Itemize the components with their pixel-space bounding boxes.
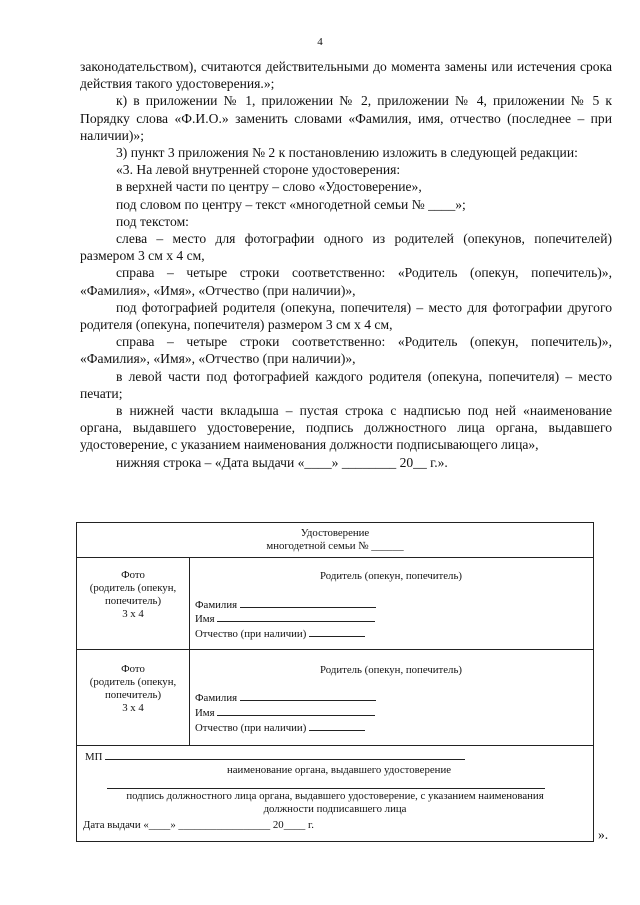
paragraph: слева – место для фотографии одного из родителей (опекунов, попечителей) размером 3 см х 4 см, [80,231,612,264]
form-title [77,527,593,553]
surname-label: Фамилия [195,599,238,611]
divider [77,649,593,650]
org-caption: наименование органа, выдавшего удостоверение [226,764,452,776]
parent-heading-2: Родитель (опекун, попечитель) [320,664,462,676]
paragraph: под текстом: [116,213,189,229]
photo-label-line: попечитель) [104,689,162,701]
certificate-form [76,522,594,842]
patronymic-line [309,720,365,731]
photo-label-line: (родитель (опекун, [89,582,177,594]
stamp-label: МП [85,751,103,763]
paragraph: нижняя строка – «Дата выдачи «____» ________ 20__ г.». [116,454,448,470]
photo-slot-1 [77,569,189,621]
surname-line [240,690,376,701]
paragraph: 3) пункт 3 приложения № 2 к постановлению изложить в следующей редакции: [116,145,578,161]
paragraph: «3. На левой внутренней стороне удостоверения: [116,162,401,178]
patronymic-label: Отчество (при наличии) [195,628,307,640]
paragraph: справа – четыре строки соответственно: «Родитель (опекун, попечитель)», «Фамилия», «Имя», «Отчество (при наличии)», [80,334,612,367]
name-label: Имя [195,707,215,719]
stamp-row [85,749,465,764]
column-divider [189,557,190,745]
paragraph: в левой части под фотографией каждого родителя (опекуна, попечителя) – место печати; [80,368,612,401]
surname-line [240,597,376,608]
page-number: 4 [317,36,323,48]
surname-label: Фамилия [195,692,238,704]
closing-quote: ». [598,827,609,842]
surname-field-2 [195,690,376,705]
patronymic-label: Отчество (при наличии) [195,722,307,734]
photo-slot-2 [77,663,189,715]
surname-field-1 [195,597,376,612]
paragraph: законодательством), считаются действительными до момента замены или истечения срока действия такого удостоверения.»; [80,59,612,92]
issue-date: Дата выдачи «____» _________________ 20____ г. [83,819,314,831]
photo-label-line: Фото [121,663,145,675]
paragraph: в нижней части вкладыша – пустая строка с надписью под ней «наименование органа, выдавшего удостоверение, подпись должностного лица органа, выдавшего удостоверение, с указанием наименования должности подписывающего лица», [80,403,612,453]
paragraph: в верхней части по центру – слово «Удостоверение», [116,179,422,195]
name-line [217,611,375,622]
paragraph: под словом по центру – текст «многодетной семьи № ____»; [116,196,466,212]
parent-heading-1: Родитель (опекун, попечитель) [320,570,462,582]
body-text [80,58,612,471]
form-title-line2: многодетной семьи № ______ [266,540,404,552]
photo-label-line: 3 х 4 [122,702,144,714]
signature-caption-line: должности подписавшего лица [263,803,407,815]
patronymic-line [309,626,365,637]
divider [77,557,593,558]
name-field-1 [195,611,375,626]
name-label: Имя [195,613,215,625]
signature-caption [77,790,593,816]
signature-line [107,788,545,789]
paragraph: под фотографией родителя (опекуна, попечителя) – место для фотографии другого родителя (опекуна, попечителя) размером 3 см х 4 см, [80,299,612,333]
photo-label-line: (родитель (опекун, [89,676,177,688]
patronymic-field-2 [195,720,365,735]
paragraph: справа – четыре строки соответственно: «Родитель (опекун, попечитель)», «Фамилия», «Имя», «Отчество (при наличии)», [80,265,612,298]
name-line [217,705,375,716]
signature-caption-line: подпись должностного лица органа, выдавшего удостоверение, с указанием наименования [126,790,544,802]
patronymic-field-1 [195,626,365,641]
photo-label-line: 3 х 4 [122,608,144,620]
form-title-line1: Удостоверение [300,527,370,539]
divider [77,745,593,746]
org-name-line [105,749,465,760]
photo-label-line: Фото [121,569,145,581]
photo-label-line: попечитель) [104,595,162,607]
name-field-2 [195,705,375,720]
paragraph: к) в приложении № 1, приложении № 2, приложении № 4, приложении № 5 к Порядку слова «Ф.И.О.» заменить словами «Фамилия, имя, отчество (последнее – при наличии)»; [80,93,612,143]
